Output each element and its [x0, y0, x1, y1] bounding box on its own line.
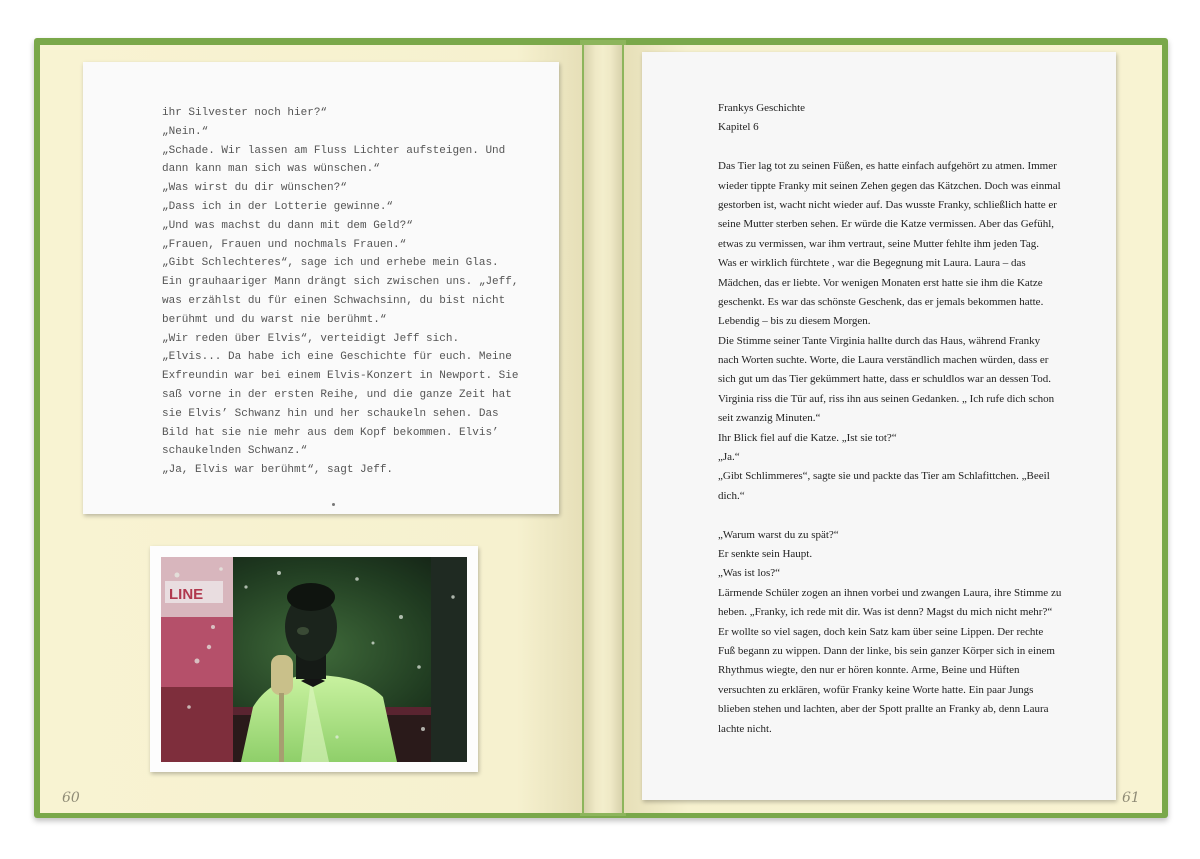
typed-line: was erzählst du für einen Schwachsinn, du bist nicht [162, 294, 506, 307]
story-line: Lebendig – bis zu diesem Morgen. [718, 315, 871, 328]
story-line: „Warum warst du zu spät?“ [718, 528, 839, 541]
story-paragraph-2 [718, 526, 1108, 739]
typed-line: Ein grauhaariger Mann drängt sich zwischen uns. „Jeff, [162, 276, 519, 289]
typed-line: „Elvis... Da habe ich eine Geschichte für euch. Meine [162, 351, 512, 364]
story-line: „Gibt Schlimmeres“, sagte sie und packte das Tier am Schlafittchen. „Beeil [718, 470, 1050, 483]
story-line: Er senkte sein Haupt. [718, 547, 813, 560]
story-line: Virginia riss die Tür auf, riss ihn aus seinen Gedanken. „ Ich rufe dich schon [718, 392, 1055, 405]
typed-line: dann kann man sich was wünschen.“ [162, 163, 380, 176]
story-line: versuchten zu erklären, wofür Franky keine Worte hatte. Ein paar Jungs [718, 683, 1034, 696]
story-line: Fuß begann zu wippen. Dann der linke, bis sein ganzer Körper sich in einem [718, 644, 1055, 657]
story-line: Ihr Blick fiel auf die Katze. „Ist sie tot?“ [718, 431, 897, 444]
story-chapter: Kapitel 6 [718, 121, 759, 134]
story-paragraph-1 [718, 157, 1108, 506]
story-line: wieder tippte Franky mit seinen Zehen gegen das Kätzchen. Doch was einmal [718, 179, 1061, 192]
typed-line: saß vorne in der ersten Reihe, und die ganze Zeit hat [162, 388, 512, 401]
story-line: „Ja.“ [718, 451, 740, 464]
typed-line: „Dass ich in der Lotterie gewinne.“ [162, 200, 394, 213]
typed-line: „Gibt Schlechteres“, sage ich und erhebe mein Glas. [162, 257, 499, 270]
story-line: geschenkt. Es war das schönste Geschenk, das er jemals bekommen hatte. [718, 295, 1044, 308]
typed-line: „Nein.“ [162, 125, 209, 138]
page-number-left: 60 [62, 790, 80, 806]
typed-line: „Und was machst du dann mit dem Geld?“ [162, 219, 413, 232]
story-line: heben. „Franky, ich rede mit dir. Was ist denn? Magst du mich nicht mehr?“ [718, 606, 1053, 619]
typed-line: berühmt und du warst nie berühmt.“ [162, 313, 387, 326]
story-line: gestorben ist, wacht nicht wieder auf. Das wusste Franky, schließlich hatte er [718, 198, 1057, 211]
book-gutter [584, 45, 622, 813]
story-line: Er wollte so viel sagen, doch kein Satz kam über seine Lippen. Der rechte [718, 625, 1044, 638]
story-line: „Was ist los?“ [718, 567, 781, 580]
page-number-right: 61 [1122, 790, 1140, 806]
story-line: Was er wirklich fürchtete , war die Begegnung mit Laura. Laura – das [718, 257, 1026, 270]
story-line: Rhythmus wiegte, den nur er hören konnte. Arme, Beine und Hüften [718, 664, 1020, 677]
story-line: lachte nicht. [718, 722, 772, 735]
story-line: seit zwanzig Minuten.“ [718, 412, 821, 425]
sign-text: LINE [169, 586, 204, 603]
story-line: blieben stehen und lachten, aber der Spott prallte an Franky ab, denn Laura [718, 703, 1049, 716]
story-line: sich gut um das Tier gekümmert hatte, dass er schuldlos war an dessen Tod. [718, 373, 1051, 386]
typed-line: ihr Silvester noch hier?“ [162, 107, 328, 119]
typed-line: sie Elvis’ Schwanz hin und her schaukeln sehen. Das [162, 407, 499, 420]
story-line: dich.“ [718, 489, 745, 502]
sheet-dot-mark [332, 503, 335, 506]
paragraph-gap [718, 138, 1108, 157]
typed-line: „Ja, Elvis war berühmt“, sagt Jeff. [162, 464, 394, 477]
story-title: Frankys Geschichte [718, 102, 806, 114]
story-line: seine Mutter sterben sehen. Er würde die Katze vermissen. Aber das Gefühl, [718, 218, 1054, 231]
story-line: Lärmende Schüler zogen an ihnen vorbei und zwangen Laura, ihre Stimme zu [718, 586, 1062, 599]
typed-line: Bild hat sie nie mehr aus dem Kopf bekommen. Elvis’ [162, 426, 499, 439]
paragraph-gap [718, 506, 1108, 525]
typed-line: „Was wirst du dir wünschen?“ [162, 182, 347, 195]
typed-line: schaukelnden Schwanz.“ [162, 445, 308, 458]
story-line: Das Tier lag tot zu seinen Füßen, es hatte einfach aufgehört zu atmen. Immer [718, 160, 1057, 173]
story-line: etwas zu vermissen, war ihm vertraut, seine Mutter fehlte ihm jeden Tag. [718, 237, 1039, 250]
story-line: nach Worten suchte. Worte, die Laura verständlich machen würden, dass er [718, 354, 1049, 367]
typed-line: Exfreundin war bei einem Elvis-Konzert in Newport. Sie [162, 370, 519, 383]
typed-line: „Schade. Wir lassen am Fluss Lichter aufsteigen. Und [162, 144, 506, 157]
photo-illustration [161, 557, 467, 762]
typewritten-text [162, 104, 552, 480]
elvis-figure-photo [161, 557, 467, 762]
typed-line: „Frauen, Frauen und nochmals Frauen.“ [162, 238, 407, 251]
story-line: Mädchen, das er liebte. Vor wenigen Monaten erst hatte sie ihm die Katze [718, 276, 1043, 289]
story-line: Die Stimme seiner Tante Virginia hallte durch das Haus, während Franky [718, 334, 1041, 347]
story-text [718, 99, 1108, 739]
typed-line: „Wir reden über Elvis“, verteidigt Jeff sich. [162, 332, 460, 345]
